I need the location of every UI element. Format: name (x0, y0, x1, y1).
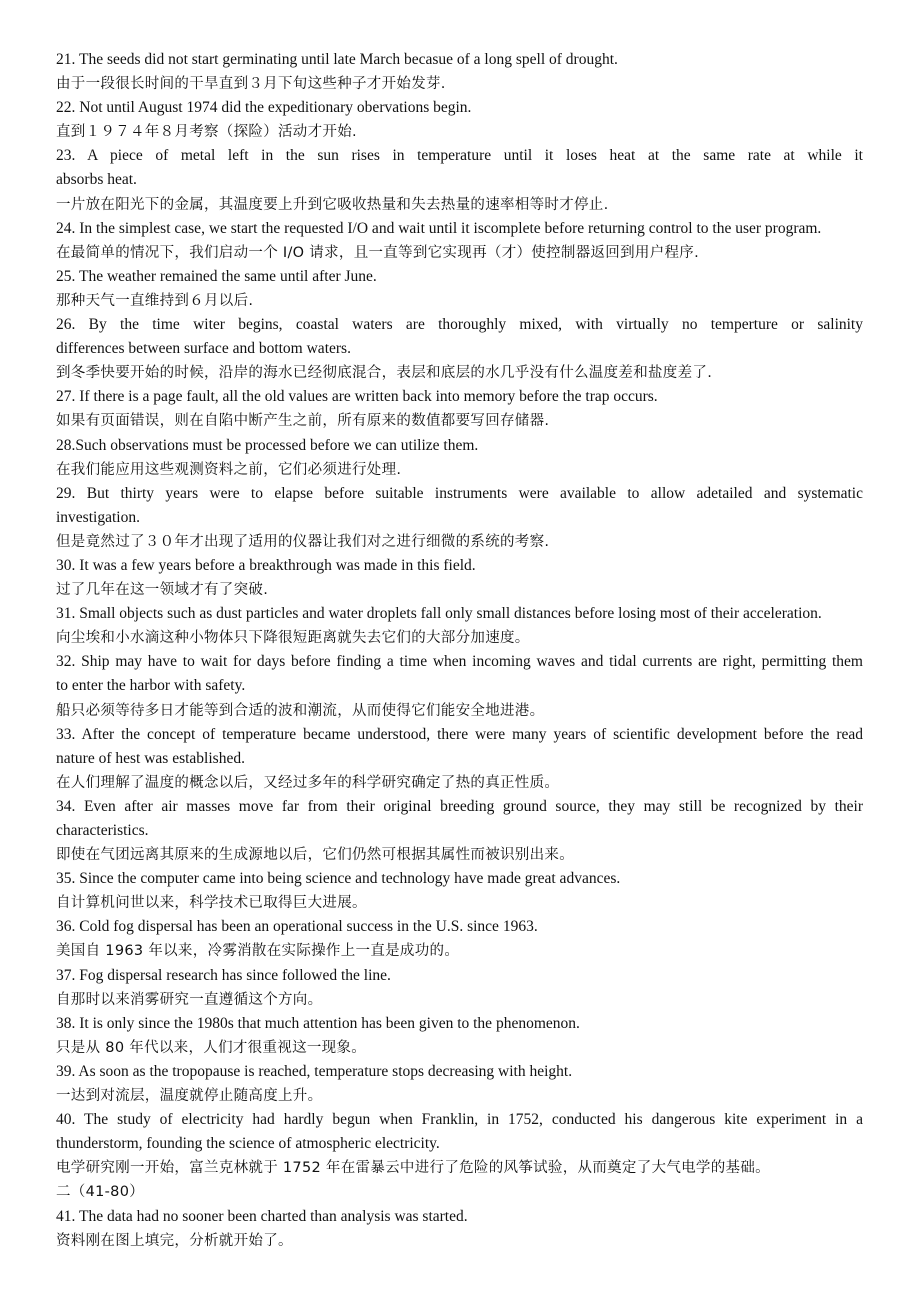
sentence-line: 26. By the time witer begins, coastal waters are thoroughly mixed, with virtually no temperture or salinity (56, 316, 863, 334)
sentence-line: 33. After the concept of temperature became understood, there were many years of scientific development before the read (56, 725, 863, 743)
translation-line: 如果有页面错误，则在自陷中断产生之前，所有原来的数值都要写回存储器. (56, 413, 550, 430)
sentence-line: thunderstorm, founding the science of atmospheric electricity. (56, 1135, 440, 1153)
translation-line: 美国自 1963 年以来，冷雾消散在实际操作上一直是成功的。 (56, 943, 460, 960)
translation-line: 在最简单的情况下，我们启动一个 I/O 请求，且一直等到它实现再（才）使控制器返回到用户程序. (56, 244, 699, 261)
sentence-line: 38. It is only since the 1980s that much attention has been given to the phenomenon. (56, 1014, 580, 1032)
sentence-line: 32. Ship may have to wait for days before finding a time when incoming waves and tidal currents are right, permitting them (56, 653, 863, 671)
translation-line: 一片放在阳光下的金属，其温度要上升到它吸收热量和失去热量的速率相等时才停止. (56, 196, 609, 213)
sentence-line: 36. Cold fog dispersal has been an operational success in the U.S. since 1963. (56, 918, 538, 936)
sentence-line: 39. As soon as the tropopause is reached, temperature stops decreasing with height. (56, 1062, 573, 1080)
document-page (56, 48, 863, 1253)
sentence-line: nature of hest was established. (56, 749, 245, 767)
sentence-line: 31. Small objects such as dust particles and water droplets fall only small distances before losing most of their acceleration. (56, 605, 822, 623)
sentence-line: to enter the harbor with safety. (56, 677, 246, 695)
translation-line: 自计算机问世以来，科学技术已取得巨大进展。 (56, 895, 367, 912)
sentence-line: 27. If there is a page fault, all the old values are written back into memory before the trap occurs. (56, 388, 658, 406)
translation-line: 向尘埃和小水滴这种小物体只下降很短距离就失去它们的大部分加速度。 (56, 630, 530, 647)
translation-line: 由于一段很长时间的干旱直到３月下旬这些种子才开始发芽. (56, 76, 446, 93)
translation-line: 在我们能应用这些观测资料之前，它们必须进行处理. (56, 461, 402, 478)
sentence-line: 40. The study of electricity had hardly begun when Franklin, in 1752, conducted his dangerous kite experiment in a (56, 1111, 863, 1129)
translation-line: 自那时以来消雾研究一直遵循这个方向。 (56, 991, 323, 1008)
sentence-line: characteristics. (56, 822, 149, 839)
translation-line: 在人们理解了温度的概念以后，又经过多年的科学研究确定了热的真正性质。 (56, 774, 560, 791)
translation-line: 那种天气一直维持到６月以后. (56, 292, 254, 309)
sentence-line: 29. But thirty years were to elapse before suitable instruments were available to allow adetailed and systematic (56, 484, 863, 502)
sentence-line: 21. The seeds did not start germinating until late March becasue of a long spell of drought. (56, 51, 618, 68)
sentence-line: absorbs heat. (56, 171, 137, 189)
sentence-line: 30. It was a few years before a breakthrough was made in this field. (56, 556, 476, 574)
translation-line: 过了几年在这一领域才有了突破. (56, 582, 269, 599)
translation-line: 即使在气团远离其原来的生成源地以后，它们仍然可根据其属性而被识别出来。 (56, 847, 574, 864)
sentence-line: 22. Not until August 1974 did the expeditionary obervations begin. (56, 99, 472, 117)
sentence-line: 25. The weather remained the same until after June. (56, 267, 377, 285)
translation-line: 船只必须等待多日才能等到合适的波和潮流，从而使得它们能安全地进港。 (56, 702, 545, 719)
translation-line: 但是竟然过了３０年才出现了适用的仪器让我们对之进行细微的系统的考察. (56, 533, 550, 550)
sentence-line: 35. Since the computer came into being science and technology have made great advances. (56, 870, 621, 888)
sentence-line: 37. Fog dispersal research has since followed the line. (56, 966, 391, 984)
translation-line: 资料刚在图上填完，分析就开始了。 (56, 1232, 293, 1249)
sentence-line: 24. In the simplest case, we start the requested I/O and wait until it iscomplete before returning control to the user program. (56, 219, 822, 237)
sentence-line: 34. Even after air masses move far from their original breeding ground source, they may still be recognized by their (56, 797, 863, 815)
sentence-line: 28.Such observations must be processed before we can utilize them. (56, 436, 479, 454)
sentence-line: investigation. (56, 508, 140, 526)
sentence-line: 23. A piece of metal left in the sun rises in temperature until it loses heat at the same rate at while it (56, 147, 863, 165)
translation-line: 到冬季快要开始的时候，沿岸的海水已经彻底混合，表层和底层的水几乎没有什么温度差和盐度差了. (56, 365, 713, 382)
sentence-line: differences between surface and bottom waters. (56, 340, 351, 358)
translation-line: 二（41-80） (56, 1184, 145, 1201)
translation-line: 直到１９７４年８月考察（探险）活动才开始. (56, 124, 357, 141)
translation-line: 一达到对流层，温度就停止随高度上升。 (56, 1088, 323, 1105)
translation-line: 只是从 80 年代以来，人们才很重视这一现象。 (56, 1039, 367, 1056)
sentence-line: 41. The data had no sooner been charted than analysis was started. (56, 1207, 468, 1225)
translation-line: 电学研究刚一开始，富兰克林就于 1752 年在雷暴云中进行了危险的风筝试验，从而奠定了大气电学的基础。 (56, 1160, 770, 1177)
